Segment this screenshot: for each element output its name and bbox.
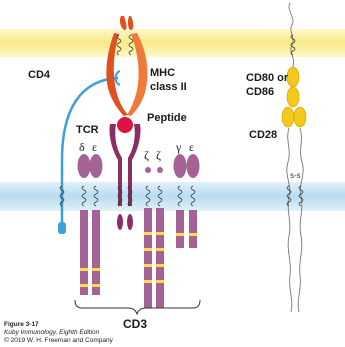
label-epsilon-right: ε [189, 140, 195, 154]
cd3-epsilon-right-ecto [187, 154, 200, 178]
label-mhc-line1: MHC [150, 67, 176, 79]
label-mhc-line2: class II [150, 81, 187, 93]
label-cd80-line2: CD86 [246, 86, 275, 98]
label-zeta-1: ζ [144, 148, 149, 162]
cd28-stalk-left [287, 128, 292, 312]
cd4-tail [58, 222, 66, 234]
label-cd4: CD4 [28, 69, 51, 81]
tcr-stub-right [127, 214, 133, 230]
itam-zeta-2 [156, 280, 164, 283]
itam-zeta-1 [144, 264, 152, 267]
itam-zeta-1 [144, 280, 152, 283]
itam-gamma [176, 233, 184, 236]
label-ss: s-s [290, 171, 301, 180]
itam-delta [80, 268, 88, 271]
mhc-top-left [120, 16, 127, 30]
label-gamma: γ [176, 140, 182, 154]
cd28-domain-left [282, 107, 294, 127]
cd3-delta-tail [80, 210, 88, 295]
cd3-delta-ecto [78, 154, 91, 178]
itam-epsilon-left [92, 268, 100, 271]
cd3-zeta-1-tail [144, 208, 152, 308]
itam-delta [80, 284, 88, 287]
label-tcr: TCR [76, 124, 99, 136]
itam-zeta-1 [144, 248, 152, 251]
label-cd28: CD28 [249, 129, 278, 141]
cd3-gamma-tail [176, 210, 184, 248]
itam-zeta-2 [156, 232, 164, 235]
caption-book: Kuby Immunology, Eighth Edition [4, 329, 100, 336]
cd80-domain-lower [287, 87, 299, 107]
itam-zeta-2 [156, 264, 164, 267]
cd28-stalk-right [298, 128, 303, 312]
cd3-epsilon-right-tail [189, 210, 197, 248]
tcr-stub-left [117, 214, 123, 230]
label-zeta-2: ζ [156, 148, 161, 162]
itam-zeta-1 [144, 232, 152, 235]
itam-zeta-2 [156, 248, 164, 251]
cd3-zeta-2-tail [156, 208, 164, 308]
label-cd3: CD3 [123, 317, 148, 331]
cd3-gamma-ecto [174, 154, 187, 178]
itam-epsilon-right [189, 233, 197, 236]
label-epsilon-left: ε [92, 140, 98, 154]
peptide [117, 117, 133, 133]
cd28-domain-right [294, 107, 306, 127]
cd80-domain-upper [287, 67, 299, 87]
label-peptide: Peptide [147, 112, 187, 124]
cd3-zeta-2-ecto [157, 167, 163, 173]
cd3-epsilon-left-ecto [90, 154, 103, 178]
caption-copyright: © 2019 W. H. Freeman and Company [4, 337, 113, 344]
caption-figure: Figure 3-17 [4, 321, 39, 328]
label-delta: δ [79, 140, 85, 154]
label-cd80-line1: CD80 or [246, 72, 289, 84]
t-cell-membrane [0, 182, 345, 211]
mhc-top-right [128, 16, 133, 30]
cd3-zeta-1-ecto [145, 167, 151, 173]
cd3-bracket [75, 300, 200, 314]
itam-epsilon-left [92, 284, 100, 287]
cd3-epsilon-left-tail [92, 210, 100, 295]
